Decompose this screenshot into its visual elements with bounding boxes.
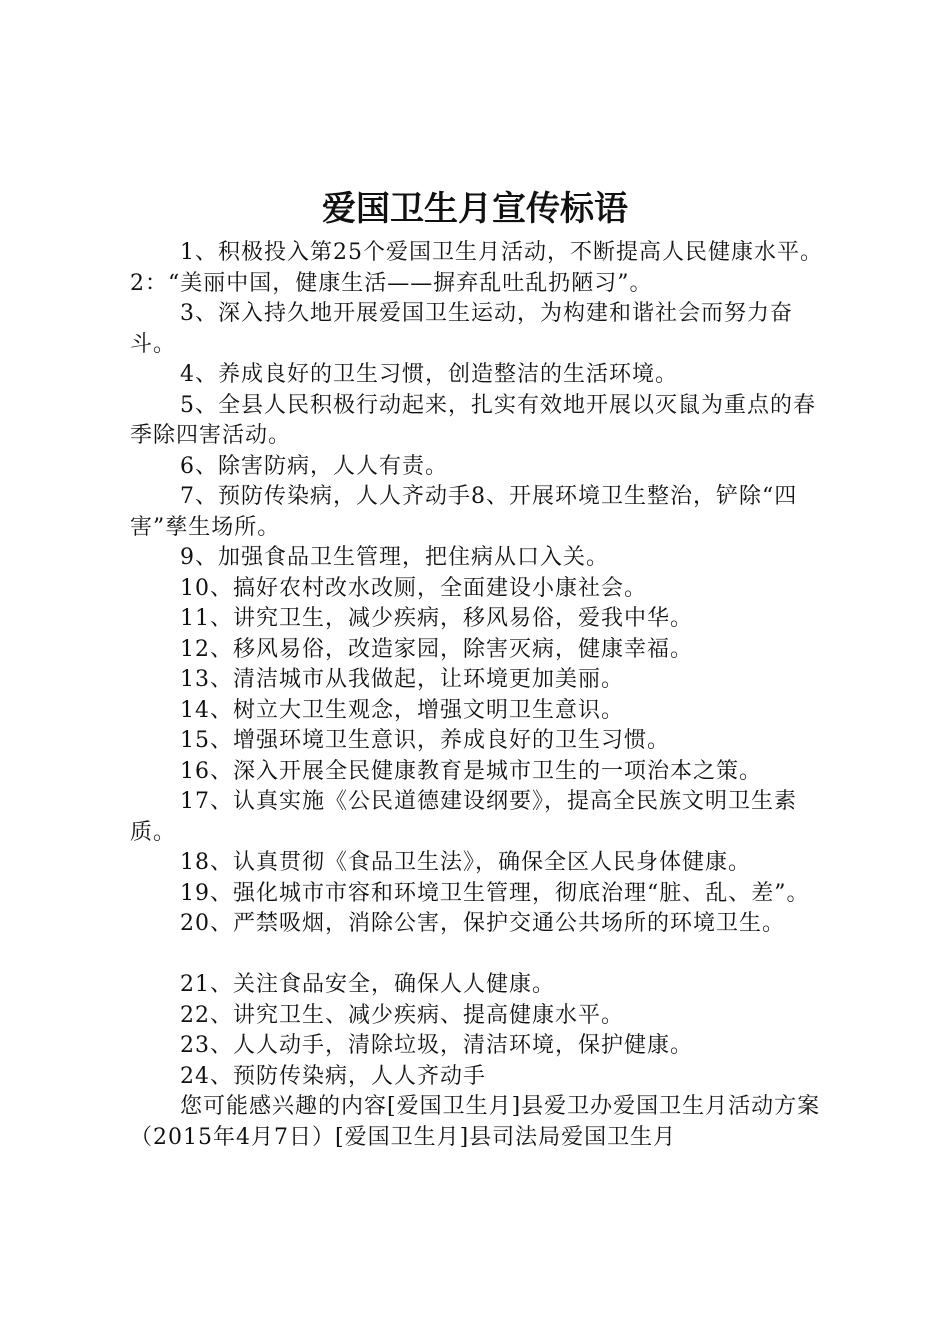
paragraph: 22、讲究卫生、减少疾病、提高健康水平。 xyxy=(180,1002,624,1028)
paragraph: 11、讲究卫生，减少疾病，移风易俗，爱我中华。 xyxy=(180,606,693,631)
paragraph: 5、全县人民积极行动起来，扎实有效地开展以灭鼠为重点的春季除四害活动。 xyxy=(130,392,816,448)
paragraph: 23、人人动手，清除垃圾，清洁环境，保护健康。 xyxy=(180,1033,693,1058)
paragraph: 7、预防传染病，人人齐动手8、开展环境卫生整治，铲除“四害”孳生场所。 xyxy=(130,484,798,540)
paragraph: 6、除害防病，人人有责。 xyxy=(180,453,448,479)
paragraph: 9、加强食品卫生管理，把住病从口入关。 xyxy=(180,545,609,570)
paragraph: 1、积极投入第25个爱国卫生月活动，不断提高人民健康水平。2：“美丽中国，健康生活——摒弃乱吐乱扔陋习”。 xyxy=(130,240,823,296)
document-body xyxy=(130,238,830,1153)
paragraph: 20、严禁吸烟，消除公害，保护交通公共场所的环境卫生。 xyxy=(180,911,785,936)
related-content-paragraph: 您可能感兴趣的内容[爱国卫生月]县爱卫办爱国卫生月活动方案（2015年4月7日）[爱国卫生月]县司法局爱国卫生月 xyxy=(130,1094,821,1150)
paragraph: 18、认真贯彻《食品卫生法》，确保全区人民身体健康。 xyxy=(180,850,751,875)
paragraph: 3、深入持久地开展爱国卫生运动，为构建和谐社会而努力奋斗。 xyxy=(130,301,793,357)
paragraph: 12、移风易俗，改造家园，除害灭病，健康幸福。 xyxy=(180,636,693,662)
paragraph: 19、强化城市市容和环境卫生管理，彻底治理“脏、乱、差”。 xyxy=(180,880,810,906)
paragraph: 10、搞好农村改水改厕，全面建设小康社会。 xyxy=(180,575,647,601)
document-title: 爱国卫生月宣传标语 xyxy=(322,189,628,229)
blank-line xyxy=(130,940,830,971)
paragraph: 14、树立大卫生观念，增强文明卫生意识。 xyxy=(180,697,624,723)
paragraph: 13、清洁城市从我做起，让环境更加美丽。 xyxy=(180,667,624,692)
paragraph: 24、预防传染病，人人齐动手 xyxy=(180,1063,486,1089)
paragraph: 21、关注食品安全，确保人人健康。 xyxy=(180,972,555,997)
paragraph: 16、深入开展全民健康教育是城市卫生的一项治本之策。 xyxy=(180,758,762,784)
paragraph: 15、增强环境卫生意识，养成良好的卫生习惯。 xyxy=(180,728,670,753)
paragraph: 17、认真实施《公民道德建设纲要》，提高全民族文明卫生素质。 xyxy=(130,789,797,845)
paragraph: 4、养成良好的卫生习惯，创造整洁的生活环境。 xyxy=(180,362,678,387)
